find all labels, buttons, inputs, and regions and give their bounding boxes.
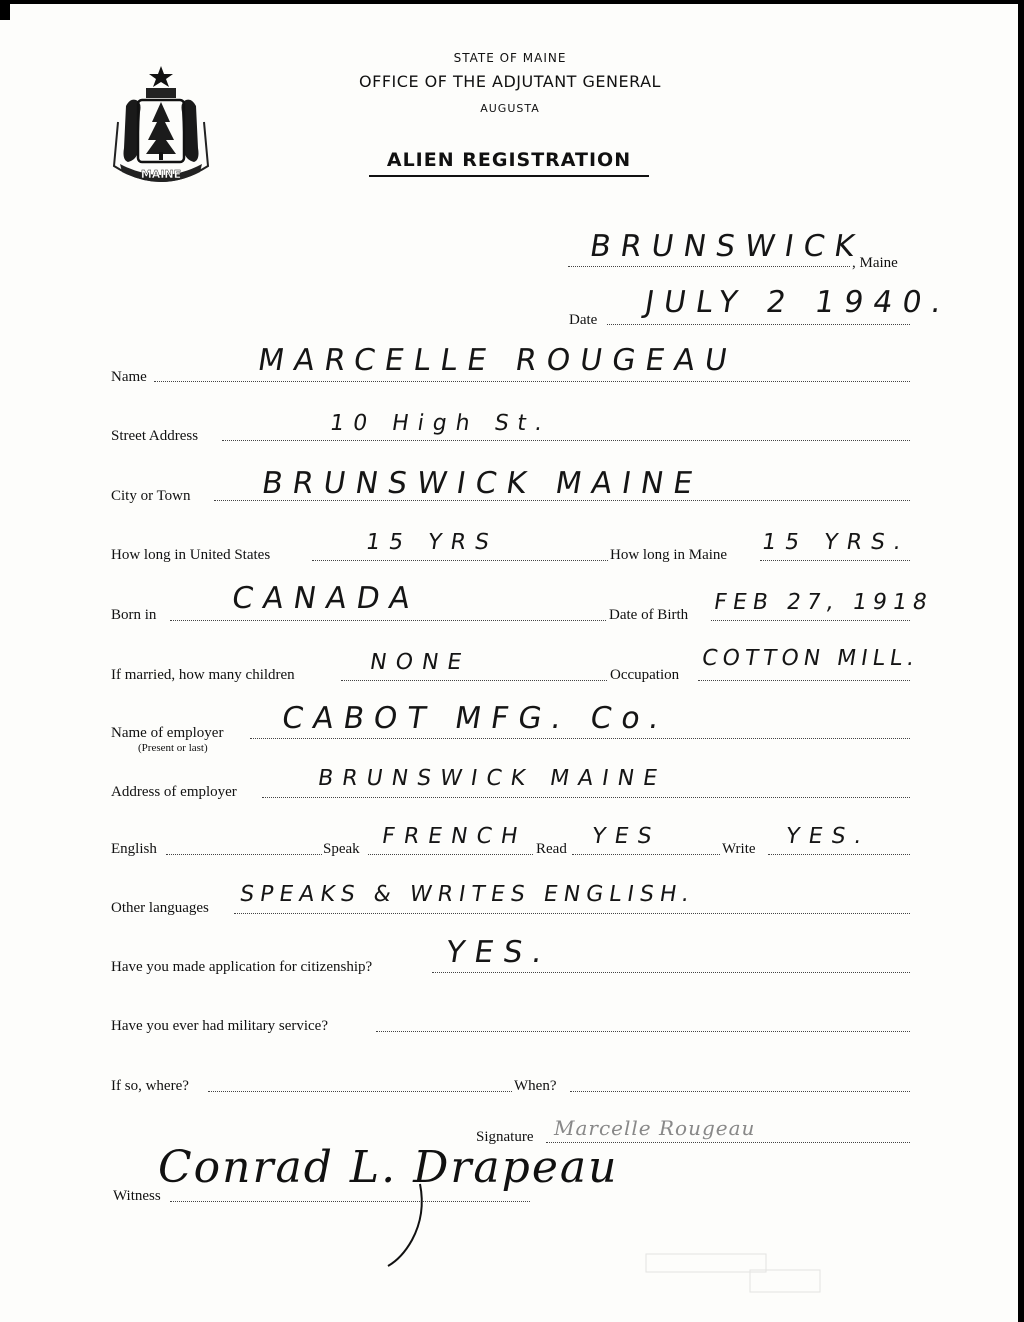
scan-edge-corner: [0, 0, 10, 20]
when-dotted-line: [570, 1091, 910, 1092]
read-label: Read: [536, 841, 567, 857]
witness-signature-flourish: [380, 1180, 440, 1270]
how-long-maine-label: How long in Maine: [610, 547, 728, 563]
date-of-birth-label: Date of Birth: [609, 607, 689, 623]
speak-label: Speak: [323, 841, 360, 857]
place-value[interactable]: BRUNSWICK: [587, 229, 867, 264]
military-dotted-line: [376, 1031, 910, 1032]
street-address-value[interactable]: 10 High St.: [328, 411, 554, 436]
english-label: English: [111, 841, 157, 857]
employer-address-dotted-line: [262, 797, 910, 798]
where-label: If so, where?: [111, 1078, 189, 1094]
date-dotted-line: [607, 324, 910, 325]
scan-edge-right: [1018, 0, 1024, 1322]
date-of-birth-value[interactable]: FEB 27, 1918: [712, 590, 935, 615]
citizenship-label: Have you made application for citizenship?: [111, 959, 373, 975]
date-label: Date: [569, 312, 598, 328]
how-long-us-dotted-line: [312, 560, 608, 561]
when-label: When?: [514, 1078, 557, 1094]
place-dotted-line: [568, 266, 850, 267]
faint-archive-stamp: [640, 1240, 840, 1310]
english-dotted-line: [166, 854, 322, 855]
place-suffix: , Maine: [852, 255, 898, 271]
seal-banner-text: MAINE: [140, 168, 182, 181]
speak-value[interactable]: FRENCH: [380, 824, 529, 849]
other-languages-label: Other languages: [111, 900, 209, 916]
write-label: Write: [722, 841, 756, 857]
read-dotted-line: [572, 854, 720, 855]
read-value[interactable]: YES: [590, 824, 663, 849]
children-label: If married, how many children: [111, 667, 295, 683]
city-label: City or Town: [111, 488, 191, 504]
employer-address-label: Address of employer: [111, 784, 237, 800]
street-address-label: Street Address: [111, 428, 199, 444]
employer-dotted-line: [250, 738, 910, 739]
military-label: Have you ever had military service?: [111, 1018, 328, 1034]
born-in-label: Born in: [111, 607, 157, 623]
occupation-dotted-line: [698, 680, 910, 681]
born-in-dotted-line: [170, 620, 606, 621]
date-of-birth-dotted-line: [711, 620, 910, 621]
name-value[interactable]: MARCELLE ROUGEAU: [255, 343, 740, 378]
date-value[interactable]: JULY 2 1940.: [642, 285, 954, 320]
citizenship-dotted-line: [432, 972, 910, 973]
witness-signature[interactable]: Conrad L. Drapeau: [158, 1142, 619, 1193]
born-in-value[interactable]: CANADA: [229, 581, 423, 616]
employer-value[interactable]: CABOT MFG. Co.: [279, 701, 672, 736]
header-city: AUGUSTA: [480, 102, 540, 115]
name-dotted-line: [154, 381, 910, 382]
street-address-dotted-line: [222, 440, 910, 441]
form-title: ALIEN REGISTRATION: [386, 149, 632, 171]
where-dotted-line: [208, 1091, 512, 1092]
witness-label: Witness: [113, 1188, 161, 1204]
speak-dotted-line: [368, 854, 533, 855]
how-long-maine-dotted-line: [760, 560, 910, 561]
citizenship-value[interactable]: YES.: [443, 935, 555, 970]
employer-label: Name of employer: [111, 725, 224, 741]
write-value[interactable]: YES.: [784, 824, 873, 849]
other-languages-dotted-line: [234, 913, 910, 914]
state-seal-icon: [108, 62, 214, 188]
occupation-value[interactable]: COTTON MILL.: [700, 646, 921, 671]
children-value[interactable]: NONE: [368, 650, 473, 675]
scan-edge-top: [0, 0, 1024, 4]
header-office: OFFICE OF THE ADJUTANT GENERAL: [359, 72, 661, 91]
signature-value[interactable]: Marcelle Rougeau: [554, 1116, 756, 1140]
how-long-us-label: How long in United States: [111, 547, 271, 563]
header-state: STATE OF MAINE: [453, 51, 567, 65]
employer-sublabel: (Present or last): [138, 742, 208, 754]
name-label: Name: [111, 369, 147, 385]
city-value[interactable]: BRUNSWICK MAINE: [259, 466, 706, 501]
other-languages-value[interactable]: SPEAKS & WRITES ENGLISH.: [238, 882, 697, 907]
witness-dotted-line: [170, 1201, 530, 1202]
title-underline: [369, 175, 649, 177]
children-dotted-line: [341, 680, 607, 681]
occupation-label: Occupation: [610, 667, 680, 683]
employer-address-value[interactable]: BRUNSWICK MAINE: [316, 766, 668, 791]
write-dotted-line: [768, 854, 910, 855]
how-long-us-value[interactable]: 15 YRS: [364, 530, 500, 555]
how-long-maine-value[interactable]: 15 YRS.: [760, 530, 912, 555]
signature-label: Signature: [476, 1129, 534, 1145]
